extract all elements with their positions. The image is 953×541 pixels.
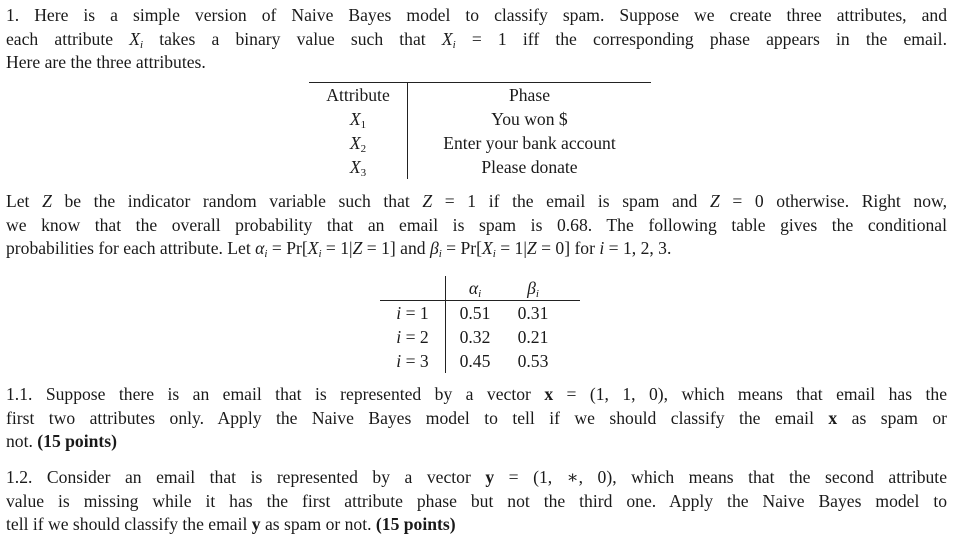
header-beta: $\beta_i$ bbox=[527, 278, 539, 300]
alpha-value: 0.51 bbox=[459, 303, 491, 323]
header-attribute: Attribute bbox=[309, 83, 408, 107]
table-row bbox=[380, 325, 580, 349]
attribute-cell: $X_2$ bbox=[309, 131, 408, 155]
q1-line-1: 1.1. Suppose there is an email that is represented by a vector x = (1, 1, 0), which means that email has the bbox=[6, 384, 947, 404]
attributes-table-header bbox=[309, 83, 651, 107]
header-alpha: $\alpha_i$ bbox=[468, 278, 482, 300]
q1-points: (15 points) bbox=[37, 431, 117, 451]
phase-cell: Enter your bank account bbox=[443, 133, 616, 153]
probability-table bbox=[380, 276, 580, 373]
intro-line-3: Here are the three attributes. bbox=[6, 52, 206, 72]
attribute-cell: $X_3$ bbox=[309, 155, 408, 179]
q1-line-3: not. (15 points) bbox=[6, 431, 117, 451]
alpha-value: 0.32 bbox=[459, 327, 491, 347]
beta-value: 0.53 bbox=[517, 351, 549, 371]
row-label: i = 1 bbox=[380, 301, 446, 325]
context-line-1: Let Z be the indicator random variable such that Z = 1 if the email is spam and Z = 0 otherwise. Right now, bbox=[6, 191, 947, 211]
intro-line-2: each attribute $X_i$ takes a binary value such that $X_i = 1$ iff the corresponding phase appears in the email. bbox=[6, 28, 947, 51]
table-row bbox=[309, 155, 651, 179]
beta-value: 0.31 bbox=[517, 303, 549, 323]
row-label: i = 3 bbox=[380, 349, 446, 373]
question-1-2 bbox=[6, 466, 947, 537]
attributes-table bbox=[309, 82, 651, 179]
phase-cell: Please donate bbox=[481, 157, 578, 177]
probability-table-header bbox=[380, 276, 580, 300]
question-1-1 bbox=[6, 383, 947, 454]
corner-cell bbox=[380, 276, 446, 300]
q1-line-2: first two attributes only. Apply the Naive Bayes model to tell if we should classify the email x as spam or bbox=[6, 407, 948, 428]
beta-value: 0.21 bbox=[517, 327, 549, 347]
context-line-2: we know that the overall probability that an email is spam is 0.68. The following table gives the conditional bbox=[6, 214, 947, 235]
q2-line-3: tell if we should classify the email y as spam or not. (15 points) bbox=[6, 514, 456, 534]
q2-line-1: 1.2. Consider an email that is represented by a vector y = (1, ∗, 0), which means that the second attribute bbox=[6, 467, 948, 487]
row-label: i = 2 bbox=[380, 325, 446, 349]
table-row bbox=[380, 349, 580, 373]
q2-points: (15 points) bbox=[375, 514, 456, 534]
table-row bbox=[380, 300, 580, 325]
q2-line-2: value is missing while it has the first attribute phase but not the third one. Apply the Naive Bayes model to bbox=[6, 490, 947, 511]
phase-cell: You won $ bbox=[491, 109, 568, 129]
header-phase: Phase bbox=[508, 85, 551, 105]
context-line-3: probabilities for each attribute. Let $\alpha_i = Pr[X_i = 1|Z = 1]$ and $\beta_i = Pr[X_i = 1|Z = 0]$ for i = 1, 2, 3. bbox=[6, 238, 672, 260]
intro-paragraph bbox=[6, 4, 947, 75]
intro-line-1: 1. Here is a simple version of Naive Bayes model to classify spam. Suppose we create three attributes, and bbox=[6, 5, 947, 25]
table-row bbox=[309, 107, 651, 131]
alpha-value: 0.45 bbox=[459, 351, 491, 371]
table-row bbox=[309, 131, 651, 155]
attribute-cell: $X_1$ bbox=[309, 107, 408, 131]
context-paragraph bbox=[6, 190, 947, 261]
